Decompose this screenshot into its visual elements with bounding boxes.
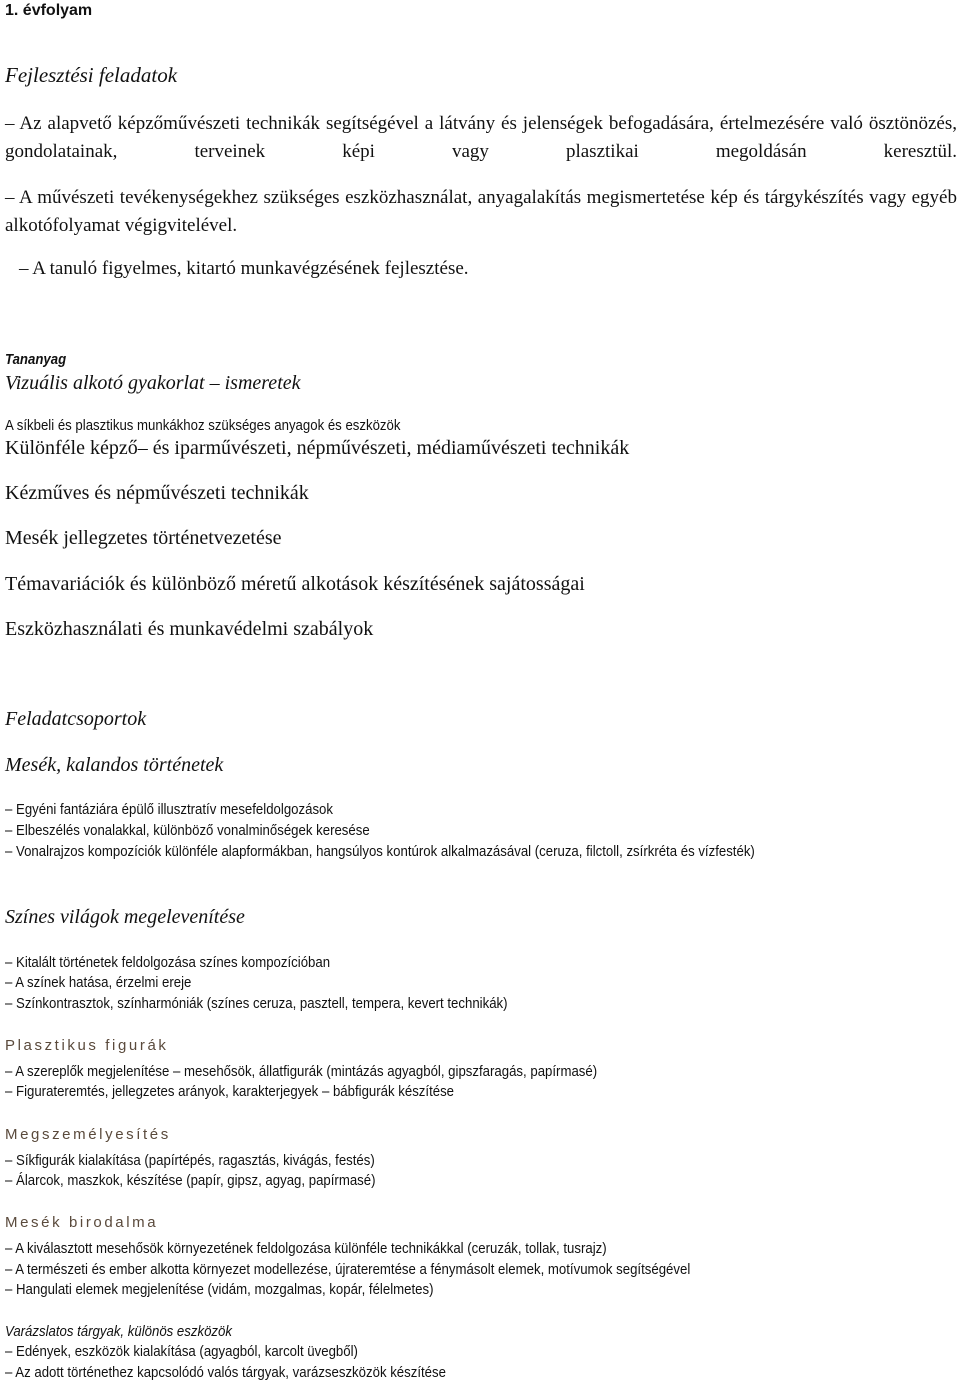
group-3-item-2: – Figurateremtés, jellegzetes arányok, karakterjegyek – bábfigurák készítése bbox=[5, 1083, 455, 1100]
group-5-item-3: – Hangulati elemek megjelenítése (vidám, mozgalmas, kopár, félelmetes) bbox=[5, 1281, 434, 1298]
grade-heading: 1. évfolyam bbox=[5, 2, 93, 19]
group-3-item-1: – A szereplők megjelenítése – mesehősök, állatfigurák (mintázás agyagból, gipszfaragás, papírmasé) bbox=[5, 1063, 598, 1080]
topic-item-5: Eszközhasználati és munkavédelmi szabályok bbox=[5, 618, 374, 640]
group-title-2: Színes világok megelevenítése bbox=[5, 906, 245, 928]
group-5-item-1: – A kiválasztott mesehősök környezetének feldolgozása különféle technikákkal (ceruzák, tollak, tusrajz) bbox=[5, 1240, 607, 1257]
group-title-1: Mesék, kalandos történetek bbox=[5, 754, 224, 776]
group-title-6: Varázslatos tárgyak, különös eszközök bbox=[5, 1323, 232, 1340]
group-6-item-1: – Edények, eszközök kialakítása (agyagból, karcolt üvegből) bbox=[5, 1343, 358, 1360]
group-2-item-2: – A színek hatása, érzelmi ereje bbox=[5, 974, 192, 991]
group-title-3: Plasztikus figurák bbox=[5, 1037, 169, 1054]
group-1-item-2: – Elbeszélés vonalakkal, különböző vonalminőségek keresése bbox=[5, 822, 370, 839]
curriculum-label: Tananyag bbox=[5, 351, 67, 368]
dev-task-item-2-text: – A művészeti tevékenységekhez szükséges eszközhasználat, anyagalakítás megismertetése kép és tárgykészítés vagy egyéb alkotófolyamat végigvitelével. bbox=[5, 187, 957, 236]
group-5-item-2: – A természeti és ember alkotta környezet modellezése, újrateremtése a fénymásolt elemek, motívumok segítségével bbox=[5, 1261, 691, 1278]
dev-tasks-title: Fejlesztési feladatok bbox=[5, 63, 178, 87]
group-2-item-1: – Kitalált történetek feldolgozása színes kompozícióban bbox=[5, 954, 331, 971]
group-1-item-3: – Vonalrajzos kompozíciók különféle alapformákban, hangsúlyos kontúrok alkalmazásával (ceruza, filctoll, zsírkréta és vízfesték) bbox=[5, 843, 755, 860]
task-groups-title: Feladatcsoportok bbox=[5, 708, 147, 730]
group-title-4: Megszemélyesítés bbox=[5, 1126, 171, 1143]
curriculum-subtitle: Vizuális alkotó gyakorlat – ismeretek bbox=[5, 372, 301, 394]
group-4-item-1: – Síkfigurák kialakítása (papírtépés, ragasztás, kivágás, festés) bbox=[5, 1152, 375, 1169]
dev-task-item-3: – A tanuló figyelmes, kitartó munkavégzésének fejlesztése. bbox=[19, 258, 469, 279]
group-title-5: Mesék birodalma bbox=[5, 1214, 159, 1231]
dev-task-item-2 bbox=[5, 184, 957, 240]
topic-item-2: Kézműves és népművészeti technikák bbox=[5, 482, 309, 504]
group-2-item-3: – Színkontrasztok, színharmóniák (színes ceruza, pasztell, tempera, kevert technikák) bbox=[5, 995, 508, 1012]
topic-item-1: Különféle képző– és iparművészeti, népművészeti, médiaművészeti technikák bbox=[5, 437, 630, 459]
dev-task-item-1a bbox=[5, 110, 957, 166]
dev-task-item-1-text: – Az alapvető képzőművészeti technikák segítségével a látvány és jelenségek befogadására, értelmezésére való ösztönözés, gondolatainak, terveinek képi vagy plasztikai megoldásán keresztül. bbox=[5, 113, 957, 162]
group-1-item-1: – Egyéni fantáziára épülő illusztratív mesefeldolgozások bbox=[5, 801, 333, 818]
materials-label: A síkbeli és plasztikus munkákhoz szükséges anyagok és eszközök bbox=[5, 417, 401, 434]
topic-item-3: Mesék jellegzetes történetvezetése bbox=[5, 527, 282, 549]
group-4-item-2: – Álarcok, maszkok, készítése (papír, gipsz, agyag, papírmasé) bbox=[5, 1172, 376, 1189]
topic-item-4: Témavariációk és különböző méretű alkotások készítésének sajátosságai bbox=[5, 573, 585, 595]
group-6-item-2: – Az adott történethez kapcsolódó valós tárgyak, varázseszközök készítése bbox=[5, 1364, 446, 1381]
